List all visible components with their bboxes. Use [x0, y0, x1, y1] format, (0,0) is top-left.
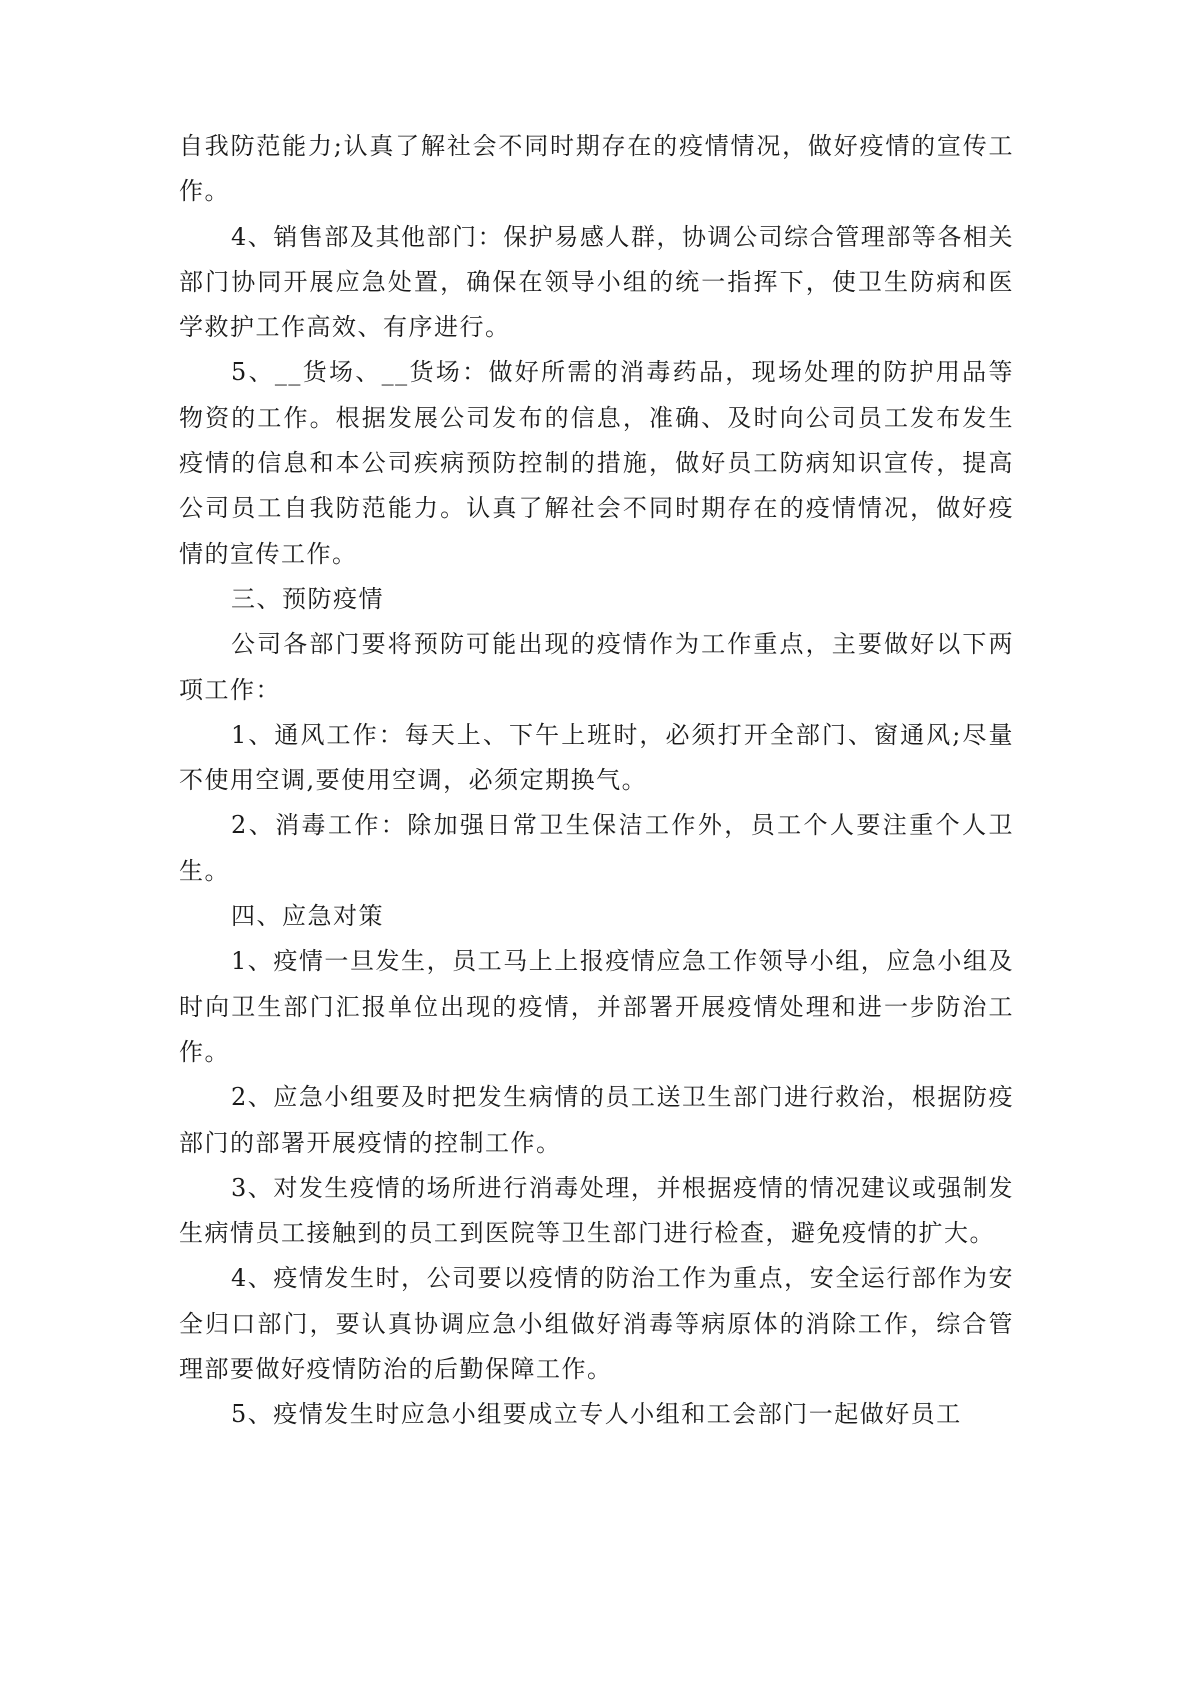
paragraph: 2、消毒工作：除加强日常卫生保洁工作外，员工个人要注重个人卫生。 [179, 811, 1014, 885]
paragraph: 4、疫情发生时，公司要以疫情的防治工作为重点，安全运行部作为安全归口部门，要认真协调应急小组做好消毒等病原体的消除工作，综合管理部要做好疫情防治的后勤保障工作。 [179, 1264, 1014, 1384]
paragraph: 5、__货场、__货场：做好所需的消毒药品，现场处理的防护用品等物资的工作。根据发展公司发布的信息，准确、及时向公司员工发布发生疫情的信息和本公司疾病预防控制的措施，做好员工防病知识宣传，提高公司员工自我防范能力。认真了解社会不同时期存在的疫情情况，做好疫情的宣传工作。 [179, 358, 1014, 568]
document-body [179, 124, 1014, 1438]
paragraph: 5、疫情发生时应急小组要成立专人小组和工会部门一起做好员工 [231, 1400, 962, 1429]
paragraph: 3、对发生疫情的场所进行消毒处理，并根据疫情的情况建议或强制发生病情员工接触到的员工到医院等卫生部门进行检查，避免疫情的扩大。 [179, 1173, 1014, 1248]
paragraph: 1、疫情一旦发生，员工马上上报疫情应急工作领导小组，应急小组及时向卫生部门汇报单位出现的疫情，并部署开展疫情处理和进一步防治工作。 [179, 947, 1014, 1066]
section-heading: 三、预防疫情 [231, 584, 384, 613]
paragraph: 4、销售部及其他部门：保护易感人群，协调公司综合管理部等各相关部门协同开展应急处置，确保在领导小组的统一指挥下，使卫生防病和医学救护工作高效、有序进行。 [179, 222, 1014, 342]
section-heading: 四、应急对策 [231, 902, 384, 931]
paragraph: 2、应急小组要及时把发生病情的员工送卫生部门进行救治，根据防疫部门的部署开展疫情的控制工作。 [179, 1083, 1014, 1157]
paragraph: 公司各部门要将预防可能出现的疫情作为工作重点，主要做好以下两项工作： [179, 630, 1014, 704]
paragraph: 1、通风工作：每天上、下午上班时，必须打开全部门、窗通风;尽量不使用空调,要使用空调，必须定期换气。 [179, 720, 1014, 795]
paragraph: 自我防范能力;认真了解社会不同时期存在的疫情情况，做好疫情的宣传工作。 [179, 132, 1014, 206]
